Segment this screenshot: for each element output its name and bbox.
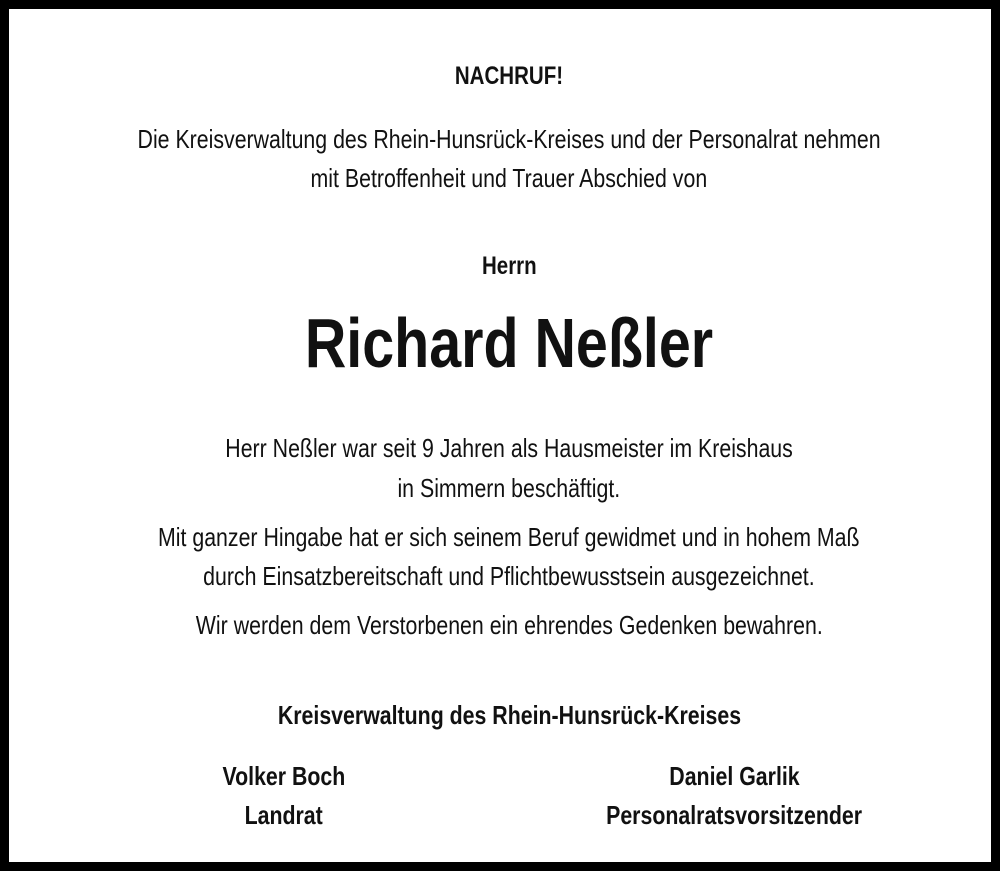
body-line-2: in Simmern beschäftigt.	[397, 473, 621, 503]
signatory-role-1: Landrat	[244, 800, 324, 830]
body-line-5: Wir werden dem Verstorbenen ein ehrendes Gedenken bewahren.	[195, 610, 823, 640]
deceased-name: Richard Neßler	[304, 304, 714, 382]
body-line-3: Mit ganzer Hingabe hat er sich seinem Beruf gewidmet und in hohem Maß	[158, 522, 860, 552]
signatory-name-2: Daniel Garlik	[668, 761, 800, 791]
body-line-1: Herr Neßler war seit 9 Jahren als Hausmeister im Kreishaus	[225, 433, 793, 463]
intro-line-1: Die Kreisverwaltung des Rhein-Hunsrück-Kreises und der Personalrat nehmen	[137, 124, 881, 154]
organization-name: Kreisverwaltung des Rhein-Hunsrück-Kreises	[277, 700, 741, 730]
signatory-role-2: Personalratsvorsitzender	[606, 800, 862, 830]
intro-line-2: mit Betroffenheit und Trauer Abschied von	[310, 163, 708, 193]
signatory-name-1: Volker Boch	[222, 761, 346, 791]
notice-title: NACHRUF!	[454, 62, 564, 90]
body-line-4: durch Einsatzbereitschaft und Pflichtbewusstsein ausgezeichnet.	[203, 561, 815, 591]
salutation: Herrn	[481, 252, 537, 280]
